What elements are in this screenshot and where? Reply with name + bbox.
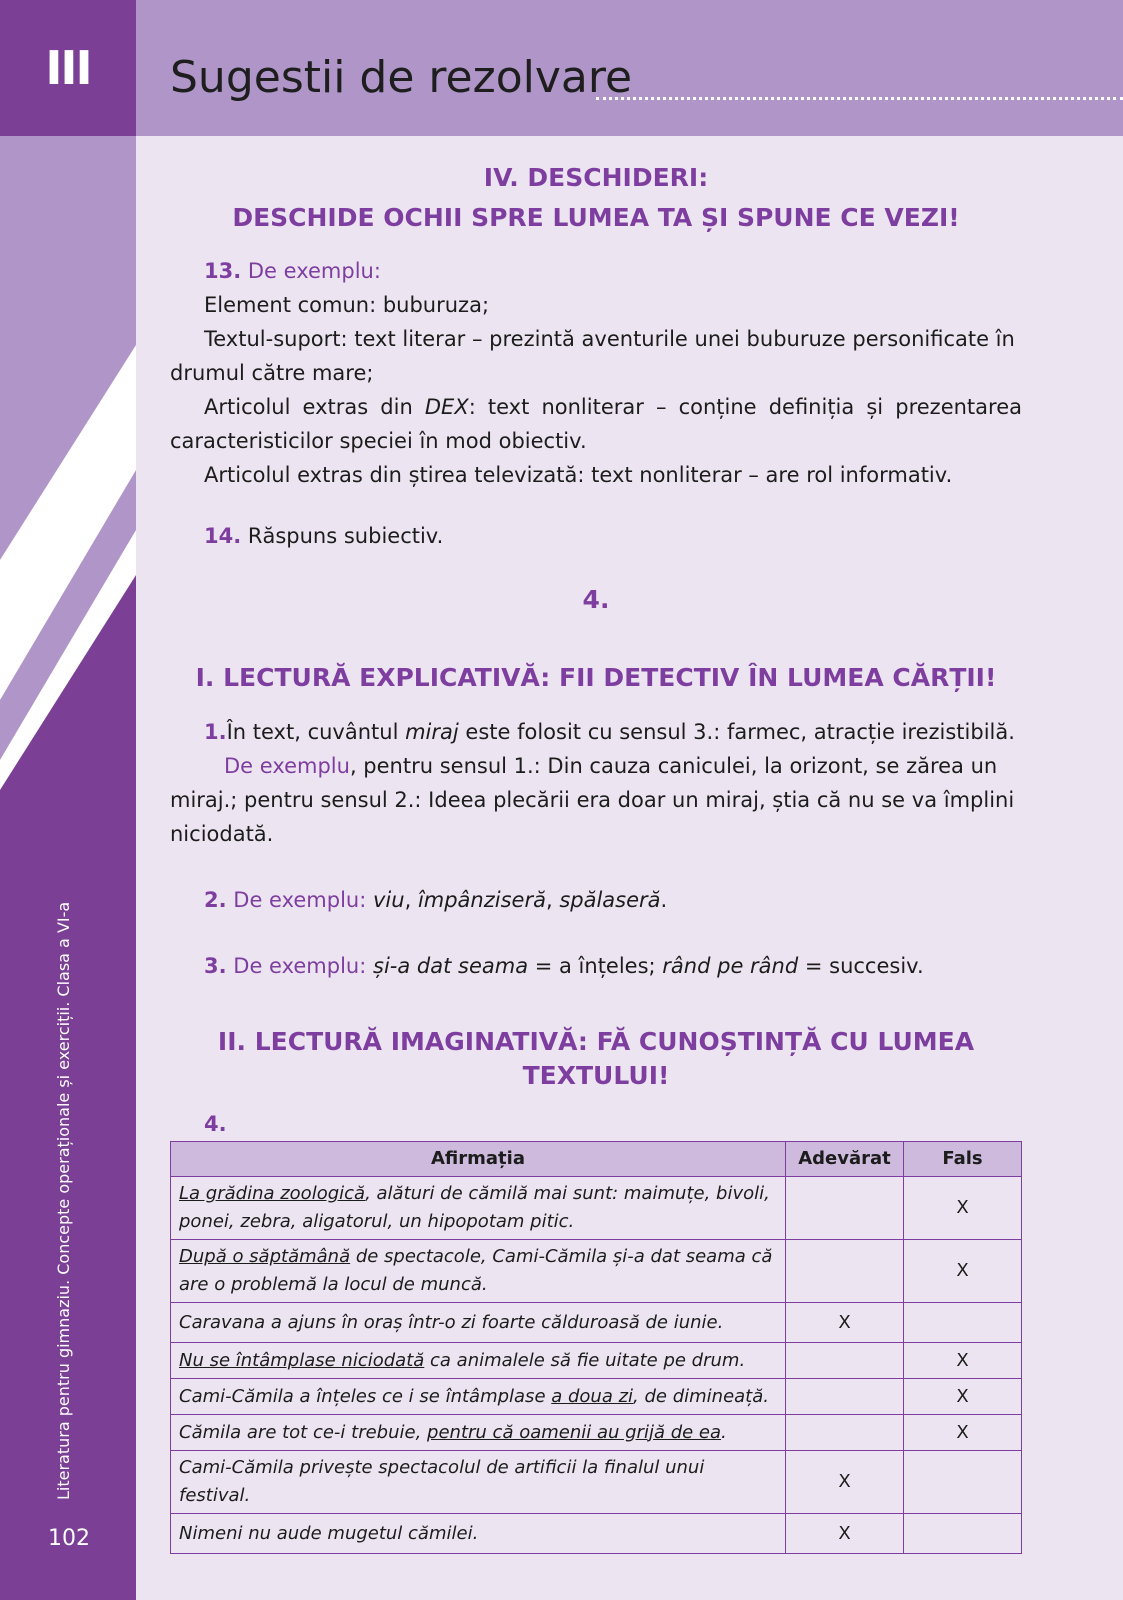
table-row: Cami-Cămila a înțeles ce i se întâmplase a doua zi, de dimineață. X [171, 1379, 1022, 1415]
col-false: Fals [904, 1142, 1022, 1177]
sidebar [0, 0, 136, 1600]
table-row: Nimeni nu aude mugetul cămilei. X [171, 1514, 1022, 1554]
content [170, 136, 1022, 1554]
dotted-rule [596, 97, 1123, 100]
book-title-vertical: Literatura pentru gimnaziu. Concepte operaționale și exerciții. Clasa a VI-a [54, 901, 73, 1500]
item-13: 13. De exemplu: Element comun: buburuza; Textul-suport: text literar – prezintă aventurile unei buburuze personificate în drumul către mare; Articolul extras din DEX: text nonliterar – conține definiția și prezentarea caracteristicilor speciei în mod obiectiv. Articolul extras din știrea televizată: text nonliterar – are rol informativ. [170, 259, 1022, 487]
col-statement: Afirmația [171, 1142, 786, 1177]
true-false-table [170, 1141, 1022, 1554]
section-i-title: I. LECTURĂ EXPLICATIVĂ: FII DETECTIV ÎN LUMEA CĂRȚII! [195, 663, 997, 692]
item-1: 1.În text, cuvântul miraj este folosit cu sensul 3.: farmec, atracție irezistibilă. De exemplu, pentru sensul 1.: Din cauza caniculei, la orizont, se zărea un miraj.; pentru sensul 2.: Ideea plecării era doar un miraj, știa că nu se va împlini niciodată. [170, 720, 1015, 846]
item-2: 2. De exemplu: viu, împânziseră, spălaseră. [204, 888, 668, 912]
table-row: După o săptămână de spectacole, Cami-Cămila și-a dat seama că are o problemă la locul de muncă. X [171, 1240, 1022, 1303]
dex-line: Articolul extras din DEX: text nonliterar – conține definiția și prezentarea caracteristicilor speciei în mod obiectiv. [170, 395, 1022, 453]
section-iv-title: IV. DESCHIDERI: DESCHIDE OCHII SPRE LUMEA TA ȘI SPUNE CE VEZI! [232, 163, 960, 232]
unit-title: 4. [582, 585, 610, 614]
col-true: Adevărat [786, 1142, 904, 1177]
item-14: 14. Răspuns subiectiv. [204, 524, 444, 548]
header-bar [136, 0, 1123, 136]
item-4: 4. [204, 1112, 227, 1136]
section-ii-title: II. LECTURĂ IMAGINATIVĂ: FĂ CUNOȘTINȚĂ CU LUMEA TEXTULUI! [217, 1027, 975, 1090]
table-row: Cămila are tot ce-i trebuie, pentru că oamenii au grijă de ea. X [171, 1415, 1022, 1451]
page-number: 102 [48, 1526, 90, 1551]
table-row: La grădina zoologică, alături de cămilă mai sunt: maimuțe, bivoli, ponei, zebra, aligatorul, un hipopotam pitic. X [171, 1177, 1022, 1240]
table-row: Caravana a ajuns în oraș într-o zi foarte călduroasă de iunie. X [171, 1303, 1022, 1343]
table-row: Cami-Cămila privește spectacolul de artificii la finalul unui festival. X [171, 1451, 1022, 1514]
item-3: 3. De exemplu: și-a dat seama = a înțeles; rând pe rând = succesiv. [204, 954, 924, 978]
table-row: Nu se întâmplase niciodată ca animalele să fie uitate pe drum. X [171, 1343, 1022, 1379]
table-header-row [171, 1142, 1022, 1177]
chapter-number: III [0, 0, 136, 136]
page-title: Sugestii de rezolvare [170, 52, 633, 103]
